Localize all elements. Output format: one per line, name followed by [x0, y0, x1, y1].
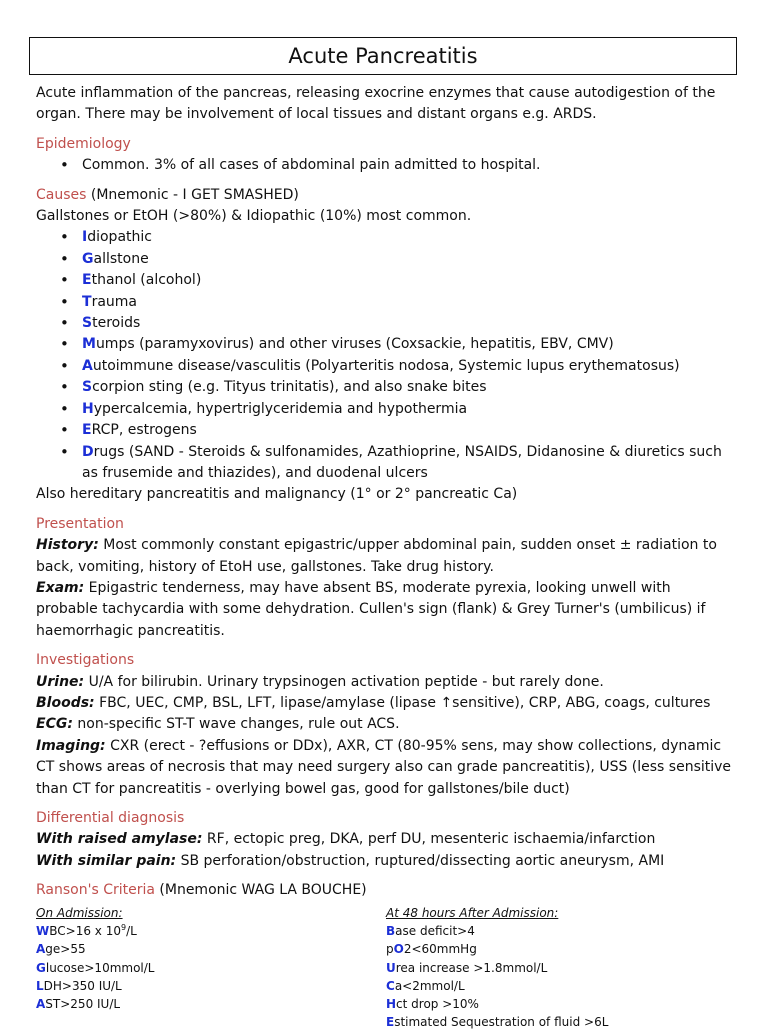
epidemiology-heading: Epidemiology: [36, 135, 131, 152]
intro-paragraph: Acute inflammation of the pancreas, releasing exocrine enzymes that cause autodigestion of the organ. There may be involvement of local tissues and distant organs e.g. ARDS.: [36, 85, 716, 123]
ecg-paragraph: [36, 714, 736, 735]
history-label: History:: [36, 537, 99, 554]
cause-text: corpion sting (e.g. Tityus trinitatis), and also snake bites: [92, 379, 487, 396]
page-title: Acute Pancreatitis: [288, 44, 478, 68]
mnemonic-letter: S: [82, 379, 93, 396]
imaging-text: CXR (erect - ?effusions or DDx), AXR, CT (80-95% sens, may show collections, dynamic CT shows areas of necrosis that may need surgery also can grade pancreatitis), USS (less sensitive than CT for pancreatitis - overlying bowel gas, good for gallstones/bile duct): [36, 737, 732, 797]
list-item: [82, 399, 736, 420]
exam-paragraph: [36, 578, 736, 642]
title-box: [29, 37, 737, 75]
cause-text: thanol (alcohol): [91, 272, 202, 289]
imaging-label: Imaging:: [36, 737, 106, 754]
list-item: [82, 356, 736, 377]
cause-text: umps (paramyxovirus) and other viruses (Coxsackie, hepatitis, EBV, CMV): [95, 336, 614, 353]
epidemiology-list: [36, 155, 736, 176]
admission-heading: On Admission:: [36, 905, 123, 920]
criterion-row: [386, 959, 736, 977]
criterion-text: a<2mmol/L: [394, 978, 465, 993]
history-paragraph: [36, 535, 736, 578]
later-column: [386, 904, 736, 1032]
cause-text: rugs (SAND - Steroids & sulfonamides, Azathioprine, NSAIDS, Didanosine & diuretics such as frusemide and thiazides), and duodenal ulcers: [82, 443, 722, 481]
mnemonic-letter: I: [82, 229, 88, 246]
ransons-heading: [36, 880, 736, 901]
causes-mnemonic: (Mnemonic - I GET SMASHED): [86, 186, 299, 203]
criterion-row: [36, 959, 386, 977]
causes-list: [36, 227, 736, 484]
list-item: [82, 227, 736, 248]
cause-text: RCP, estrogens: [91, 422, 197, 439]
criterion-row: [386, 995, 736, 1013]
criterion-text: lucose>10mmol/L: [45, 960, 155, 975]
list-item: [82, 442, 736, 485]
criterion-row: [386, 977, 736, 995]
investigations-heading: Investigations: [36, 652, 135, 669]
amylase-text: RF, ectopic preg, DKA, perf DU, mesenteric ischaemia/infarction: [202, 831, 656, 848]
cause-text: teroids: [92, 315, 141, 332]
imaging-paragraph: [36, 736, 736, 800]
ransons-mnemonic: (Mnemonic WAG LA BOUCHE): [154, 882, 367, 899]
bloods-paragraph: [36, 693, 736, 714]
pain-text: SB perforation/obstruction, ruptured/dissecting aortic aneurysm, AMI: [176, 852, 665, 869]
differential-heading: Differential diagnosis: [36, 810, 185, 826]
mnemonic-letter: B: [386, 923, 396, 938]
criterion-text: ST>250 IU/L: [45, 997, 121, 1012]
mnemonic-letter: S: [82, 315, 93, 332]
history-text: Most commonly constant epigastric/upper abdominal pain, sudden onset ± radiation to back, vomiting, history of EtoH use, gallstones. Take drug history.: [36, 537, 717, 575]
causes-summary: Gallstones or EtOH (>80%) & Idiopathic (10%) most common.: [36, 208, 472, 225]
list-item: [82, 249, 736, 270]
causes-heading-text: Causes: [36, 186, 87, 203]
later-heading: At 48 hours After Admission:: [386, 905, 559, 920]
cause-text: utoimmune disease/vasculitis (Polyarteritis nodosa, Systemic lupus erythematosus): [92, 357, 680, 374]
causes-footer: Also hereditary pancreatitis and malignancy (1° or 2° pancreatic Ca): [36, 486, 518, 503]
criterion-text: stimated Sequestration of fluid >6L: [394, 1015, 609, 1030]
ransons-columns: [36, 904, 736, 1032]
criterion-text: ase deficit>4: [395, 923, 475, 938]
criterion-unit: /L: [126, 923, 137, 938]
mnemonic-letter: O: [393, 942, 404, 957]
criterion-row: [36, 922, 386, 940]
criterion-row: [386, 922, 736, 940]
cause-text: rauma: [91, 293, 137, 310]
mnemonic-letter: W: [36, 923, 50, 938]
cause-text: diopathic: [87, 229, 152, 246]
criterion-text: DH>350 IU/L: [43, 978, 122, 993]
criterion-text: ge>55: [45, 942, 86, 957]
ecg-label: ECG:: [36, 716, 73, 733]
list-item: [82, 420, 736, 441]
criterion-prefix: p: [386, 942, 394, 957]
list-item: [82, 270, 736, 291]
mnemonic-letter: E: [82, 422, 92, 439]
mnemonic-letter: G: [36, 960, 46, 975]
exam-label: Exam:: [36, 579, 85, 596]
mnemonic-letter: A: [36, 997, 46, 1012]
pain-label: With similar pain:: [36, 852, 177, 869]
mnemonic-letter: E: [386, 1015, 395, 1030]
list-item: [82, 334, 736, 355]
exam-text: Epigastric tenderness, may have absent BS, moderate pyrexia, looking unwell with probable tachycardia with some dehydration. Cullen's sign (flank) & Grey Turner's (umbilicus) if haemorrhagic pancreatitis.: [36, 579, 706, 639]
criterion-row: [386, 1013, 736, 1031]
amylase-label: With raised amylase:: [36, 831, 203, 848]
bloods-text: FBC, UEC, CMP, BSL, LFT, lipase/amylase (lipase ↑sensitive), CRP, ABG, coags, cultures: [94, 694, 711, 711]
document-body: [36, 83, 736, 1032]
pain-paragraph: [36, 851, 736, 872]
mnemonic-letter: D: [82, 443, 94, 460]
criterion-text: ct drop >10%: [396, 997, 479, 1012]
criterion-text: rea increase >1.8mmol/L: [395, 960, 548, 975]
urine-paragraph: [36, 672, 736, 693]
bloods-label: Bloods:: [36, 694, 95, 711]
criterion-superscript: 9: [120, 922, 127, 932]
presentation-heading: Presentation: [36, 515, 124, 532]
criterion-text: 2<60mmHg: [403, 942, 477, 957]
mnemonic-letter: A: [82, 357, 93, 374]
criterion-text: BC>16 x 10: [49, 923, 121, 938]
mnemonic-letter: T: [82, 293, 92, 310]
cause-text: ypercalcemia, hypertriglyceridemia and hypothermia: [93, 400, 468, 417]
mnemonic-letter: G: [82, 250, 94, 267]
list-item: [82, 377, 736, 398]
cause-text: allstone: [93, 250, 149, 267]
list-item: [82, 313, 736, 334]
list-item: [82, 292, 736, 313]
mnemonic-letter: H: [386, 997, 397, 1012]
criterion-row: [36, 995, 386, 1013]
urine-text: U/A for bilirubin. Urinary trypsinogen activation peptide - but rarely done.: [84, 673, 604, 690]
criterion-row: [386, 940, 736, 958]
amylase-paragraph: [36, 829, 736, 850]
criterion-row: [36, 977, 386, 995]
mnemonic-letter: A: [36, 942, 46, 957]
urine-label: Urine:: [36, 673, 85, 690]
admission-column: [36, 904, 386, 1032]
criterion-row: [36, 940, 386, 958]
ransons-heading-text: Ranson's Criteria: [36, 882, 155, 899]
mnemonic-letter: L: [36, 978, 44, 993]
mnemonic-letter: H: [82, 400, 94, 417]
causes-heading: [36, 185, 736, 206]
list-item: • Common. 3% of all cases of abdominal pain admitted to hospital.: [82, 155, 736, 176]
mnemonic-letter: C: [386, 978, 395, 993]
mnemonic-letter: M: [82, 336, 96, 353]
mnemonic-letter: E: [82, 272, 92, 289]
mnemonic-letter: U: [386, 960, 396, 975]
ecg-text: non-specific ST-T wave changes, rule out ACS.: [72, 716, 400, 733]
